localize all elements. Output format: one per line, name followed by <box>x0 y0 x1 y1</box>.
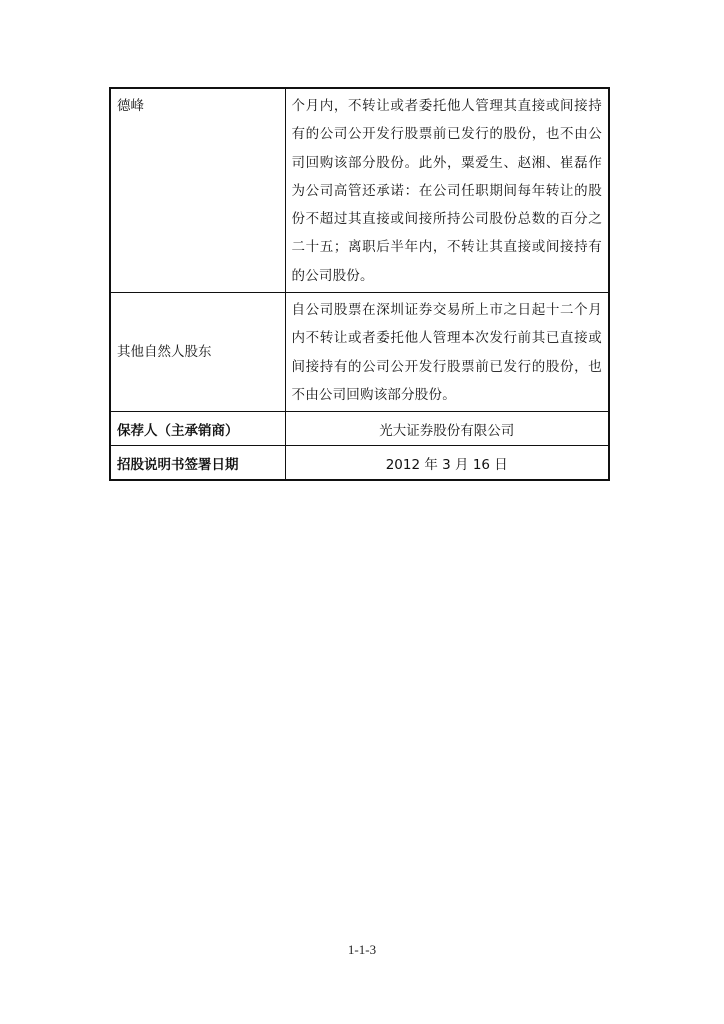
table-row <box>110 88 609 293</box>
table-row <box>110 293 609 412</box>
sponsor-label-cell: 保荐人（主承销商） <box>110 412 285 446</box>
sponsor-value-cell: 光大证券股份有限公司 <box>285 412 609 446</box>
shareholder-name-cell: 其他自然人股东 <box>110 293 285 412</box>
info-table <box>109 87 610 481</box>
signing-date-label-cell: 招股说明书签署日期 <box>110 446 285 481</box>
page-number: 1-1-3 <box>347 942 377 957</box>
shareholder-name-cell: 德峰 <box>110 88 285 293</box>
signing-date-value-cell: 2012 年 3 月 16 日 <box>285 446 609 481</box>
commitment-text-cell: 自公司股票在深圳证券交易所上市之日起十二个月内不转让或者委托他人管理本次发行前其已直接或间接持有的公司公开发行股票前已发行的股份，也不由公司回购该部分股份。 <box>285 293 609 412</box>
table-row <box>110 412 609 446</box>
table-row <box>110 446 609 481</box>
commitment-text-cell: 个月内，不转让或者委托他人管理其直接或间接持有的公司公开发行股票前已发行的股份，也不由公司回购该部分股份。此外，粟爱生、赵湘、崔磊作为公司高管还承诺：在公司任职期间每年转让的股份不超过其直接或间接所持公司股份总数的百分之二十五；离职后半年内，不转让其直接或间接持有的公司股份。 <box>285 88 609 293</box>
